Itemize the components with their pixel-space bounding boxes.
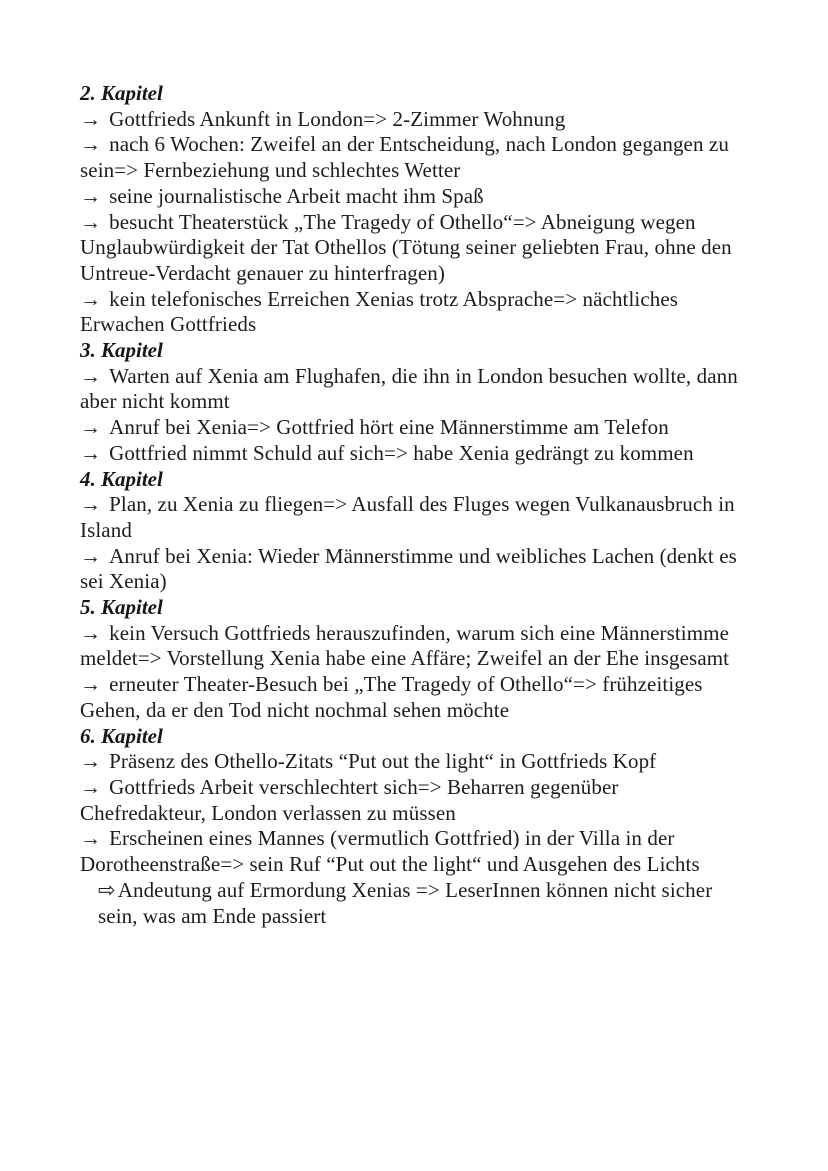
bullet-item: [80, 184, 742, 210]
chapter-section: [80, 338, 742, 467]
bullet-item: [80, 878, 742, 929]
bullet-item: [80, 775, 742, 826]
bullet-text: Anruf bei Xenia=> Gottfried hört eine Männerstimme am Telefon: [109, 415, 669, 440]
document-content: [80, 81, 742, 929]
bullet-text: Gottfrieds Ankunft in London=> 2-Zimmer Wohnung: [109, 106, 566, 131]
arrow-icon: →: [80, 415, 102, 440]
bullet-text: Gottfried nimmt Schuld auf sich=> habe Xenia gedrängt zu kommen: [109, 440, 694, 465]
arrow-icon: →: [80, 749, 102, 774]
bullet-text: Plan, zu Xenia zu fliegen=> Ausfall des Fluges wegen Vulkanausbruch in Island: [80, 492, 735, 542]
chapter-section: [80, 724, 742, 930]
arrow-icon: →: [80, 132, 102, 157]
arrow-icon: →: [80, 363, 102, 388]
bullet-item: [80, 621, 742, 672]
arrow-icon: →: [80, 440, 102, 465]
bullet-item: [80, 544, 742, 595]
chapter-section: [80, 595, 742, 724]
bullet-text: Warten auf Xenia am Flughafen, die ihn in London besuchen wollte, dann aber nicht kommt: [80, 363, 738, 414]
arrow-icon: ⇨: [98, 877, 116, 902]
bullet-text: Anruf bei Xenia: Wieder Männerstimme und weibliches Lachen (denkt es sei Xenia): [80, 543, 737, 594]
bullet-item: [80, 287, 742, 338]
arrow-icon: →: [80, 774, 102, 799]
bullet-item: [80, 132, 742, 183]
bullet-text: nach 6 Wochen: Zweifel an der Entscheidung, nach London gegangen zu sein=> Fernbeziehung und schlechtes Wetter: [80, 132, 729, 183]
arrow-icon: →: [80, 492, 102, 517]
bullet-text: seine journalistische Arbeit macht ihm Spaß: [109, 183, 484, 208]
bullet-text: Erscheinen eines Mannes (vermutlich Gottfried) in der Villa in der Dorotheenstraße=> sein Ruf “Put out the light“ und Ausgehen des Lichts: [80, 826, 700, 877]
bullet-item: [80, 364, 742, 415]
bullet-item: [80, 826, 742, 877]
chapter-heading: 2. Kapitel: [80, 81, 163, 105]
arrow-icon: →: [80, 183, 102, 208]
chapter-heading: 5. Kapitel: [80, 595, 163, 620]
bullet-item: [80, 492, 742, 543]
arrow-icon: →: [80, 543, 102, 568]
bullet-text: Andeutung auf Ermordung Xenias => LeserInnen können nicht sicher sein, was am Ende passiert: [98, 877, 713, 928]
bullet-item: [80, 672, 742, 723]
bullet-item: [80, 107, 742, 133]
arrow-icon: →: [80, 106, 102, 131]
bullet-item: [80, 749, 742, 775]
bullet-text: erneuter Theater-Besuch bei „The Tragedy of Othello“=> frühzeitiges Gehen, da er den Tod nicht nochmal sehen möchte: [80, 672, 703, 722]
bullet-text: kein telefonisches Erreichen Xenias trotz Absprache=> nächtliches Erwachen Gottfrieds: [80, 286, 679, 337]
bullet-text: kein Versuch Gottfrieds herauszufinden, warum sich eine Männerstimme meldet=> Vorstellung Xenia habe eine Affäre; Zweifel an der Ehe insgesamt: [80, 620, 730, 671]
arrow-icon: →: [80, 209, 102, 234]
arrow-icon: →: [80, 620, 102, 645]
bullet-item: [80, 210, 742, 287]
arrow-icon: →: [80, 286, 102, 311]
chapter-heading: 3. Kapitel: [80, 338, 163, 363]
bullet-text: besucht Theaterstück „The Tragedy of Othello“=> Abneigung wegen Unglaubwürdigkeit der Tat Othellos (Tötung seiner geliebten Frau, ohne den Untreue-Verdacht genauer zu hinterfragen): [80, 209, 732, 285]
chapter-section: [80, 467, 742, 596]
arrow-icon: →: [80, 672, 102, 697]
chapter-heading: 4. Kapitel: [80, 466, 163, 491]
bullet-text: Gottfrieds Arbeit verschlechtert sich=> Beharren gegenüber Chefredakteur, London verlassen zu müssen: [80, 774, 619, 825]
bullet-item: [80, 415, 742, 441]
bullet-item: [80, 441, 742, 467]
bullet-text: Präsenz des Othello-Zitats “Put out the light“ in Gottfrieds Kopf: [109, 749, 657, 774]
chapter-section: [80, 81, 742, 338]
arrow-icon: →: [80, 826, 102, 851]
chapter-heading: 6. Kapitel: [80, 723, 163, 748]
